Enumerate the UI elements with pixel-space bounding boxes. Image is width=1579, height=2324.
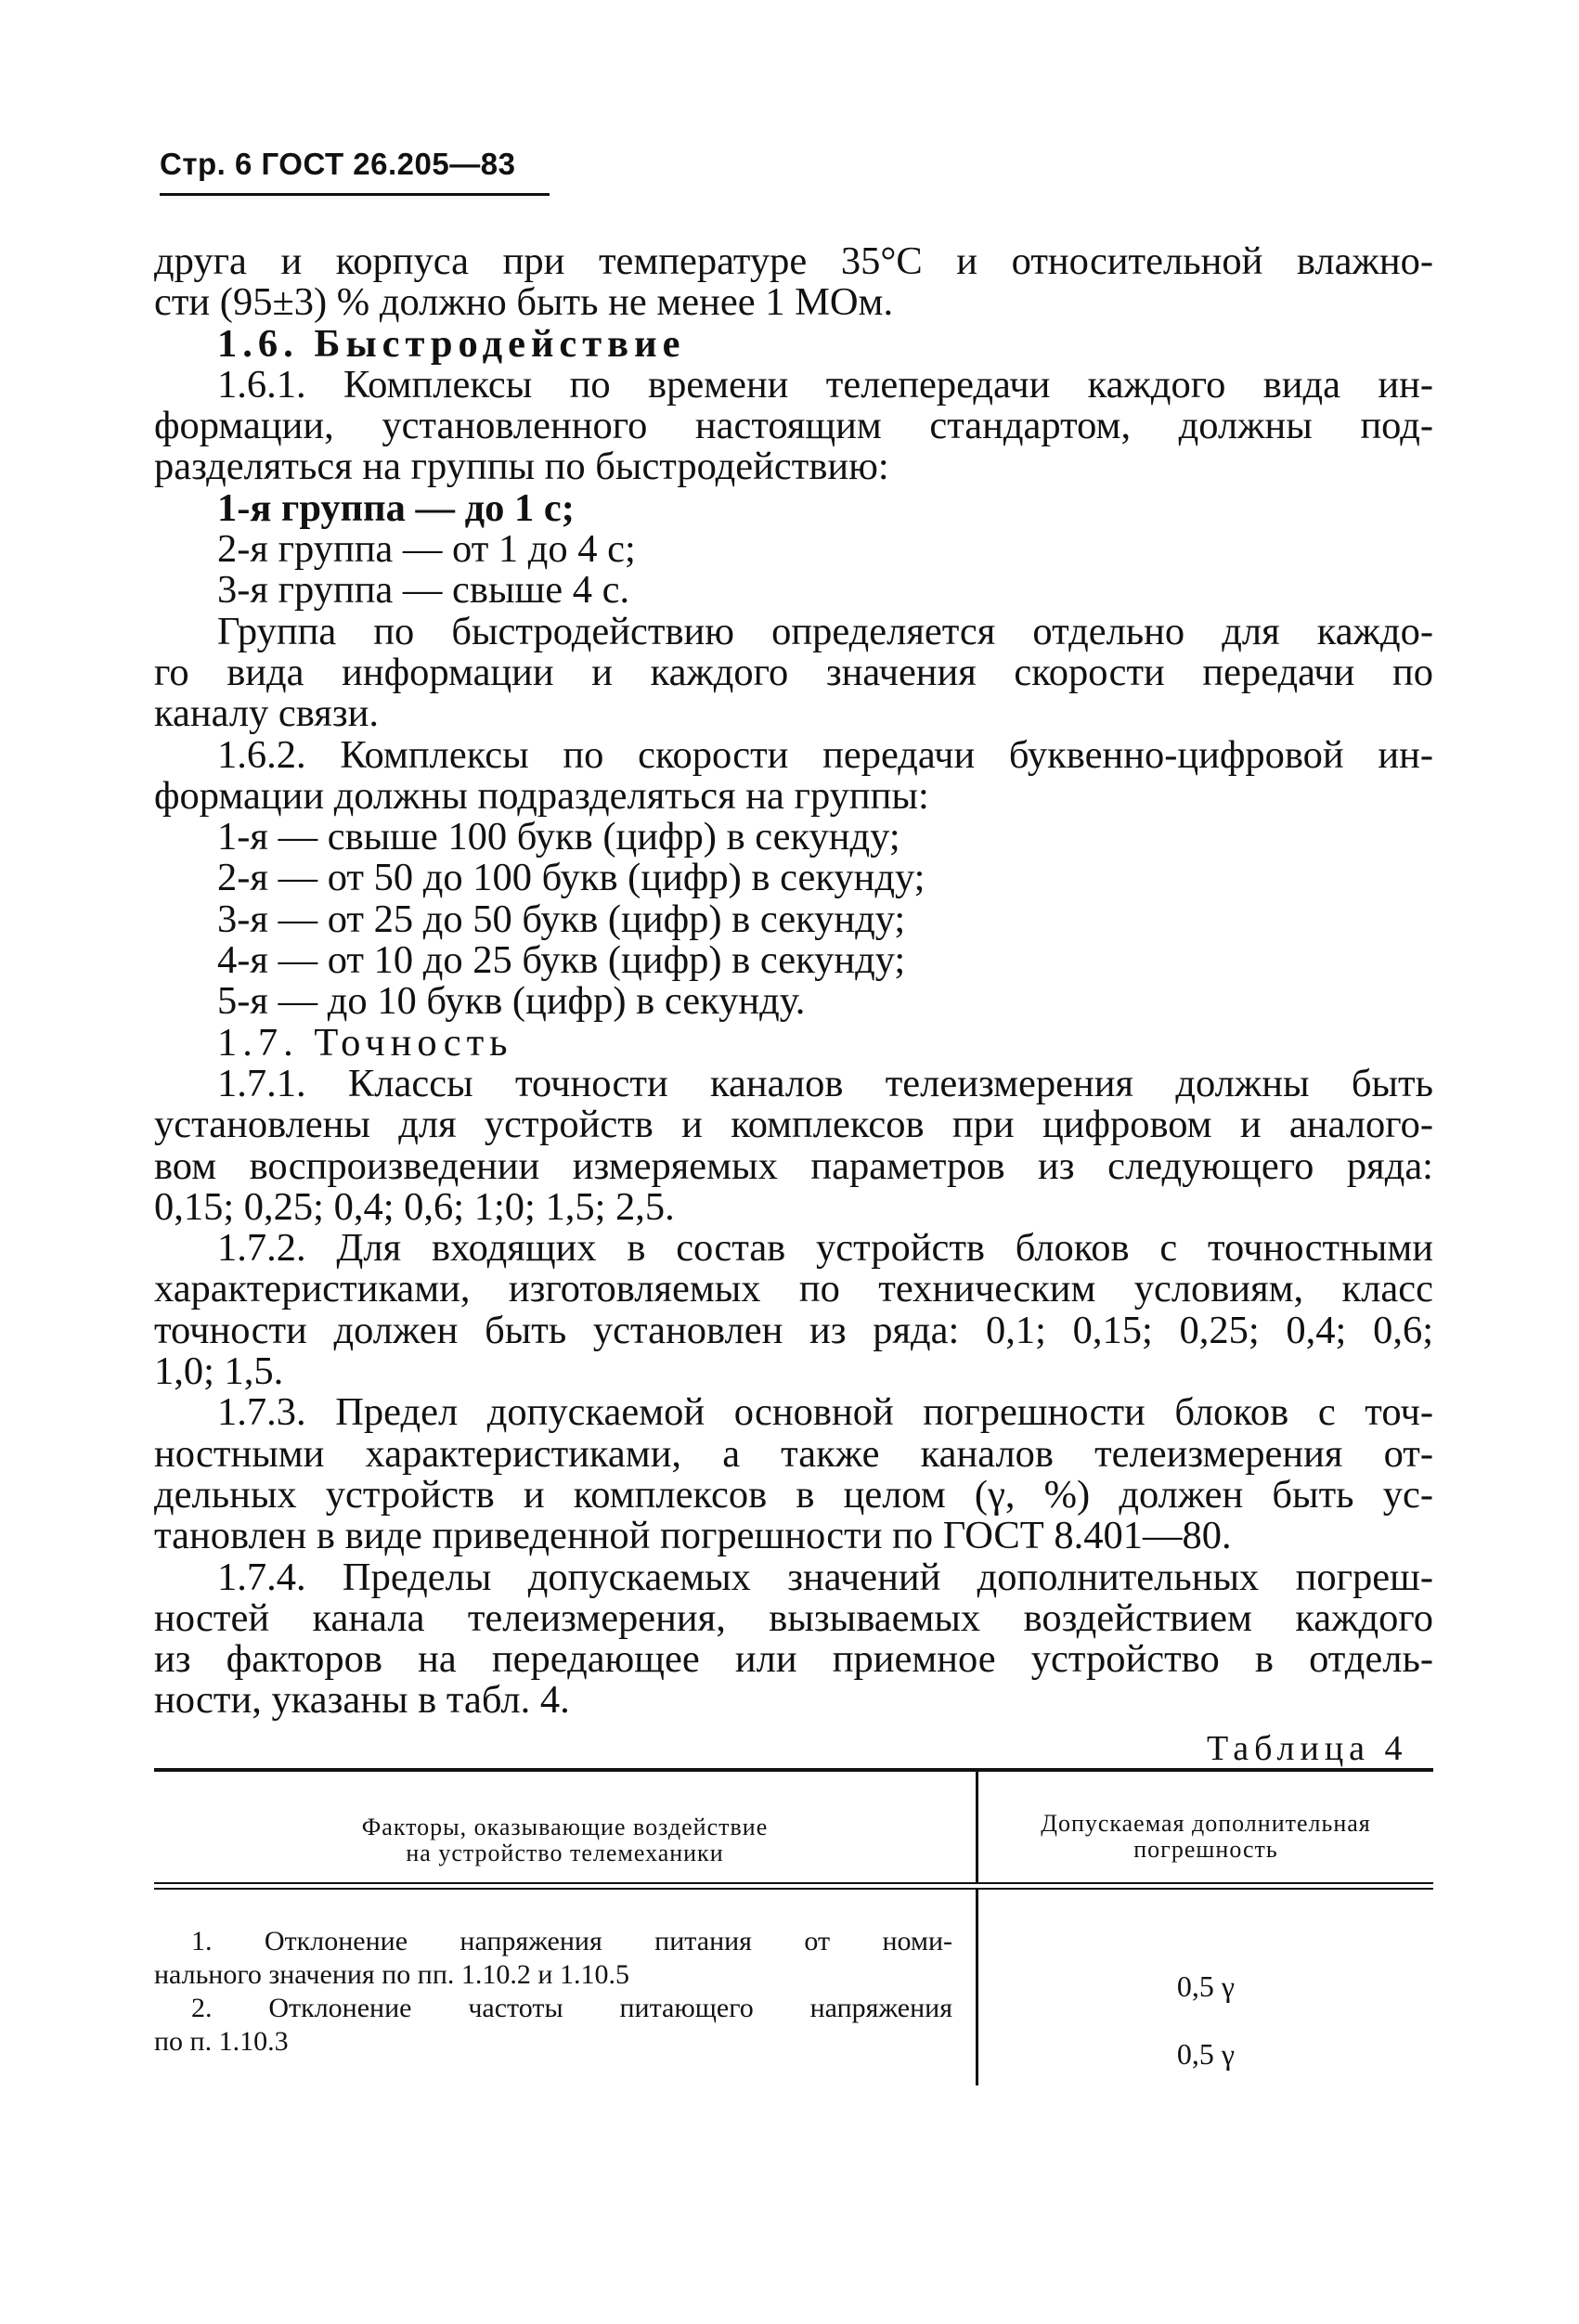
text-line: тановлен в виде приведенной погрешности по ГОСТ 8.401—80. (154, 1514, 1232, 1558)
speed-list-item: 3-я — от 25 до 50 букв (цифр) в секунду; (217, 897, 906, 941)
table-cell-value: 0,5 γ (1176, 2037, 1236, 2071)
table-4 (154, 1768, 1433, 2085)
text-line: формации должны подразделяться на группы: (154, 773, 929, 818)
speed-list-item: 2-я — от 50 до 100 букв (цифр) в секунду; (217, 856, 925, 900)
text-line: формации, установленного настоящим стандартом, должны под- (154, 404, 1433, 448)
table-header-error: Допускаемая дополнительная погрешность (1041, 1810, 1371, 1863)
text-line: 1.6.2. Комплексы по скорости передачи буквенно-цифровой ин- (217, 732, 1433, 777)
text-line: 1.7.1. Классы точности каналов телеизмерения должны быть (217, 1061, 1433, 1105)
text-line: каналу связи. (154, 691, 380, 736)
table-header-rule (154, 1882, 1433, 1884)
text-line: ностей канала телеизмерения, вызываемых воздействием каждого (154, 1595, 1433, 1640)
text-line: 1.6.1. Комплексы по времени телепередачи каждого вида ин- (217, 362, 1433, 407)
table-cell-value: 0,5 γ (1176, 1969, 1236, 2003)
text-line: характеристиками, изготовляемых по техническим условиям, класс (154, 1267, 1433, 1311)
text-line: Группа по быстродействию определяется отдельно для каждо- (217, 609, 1433, 653)
text-line: вом воспроизведении измеряемых параметров из следующего ряда: (154, 1143, 1433, 1188)
text-line: из факторов на передающее или приемное устройство в отдель- (154, 1637, 1433, 1682)
table-row: нального значения по пп. 1.10.2 и 1.10.5 (154, 1959, 629, 1990)
text-line: ности, указаны в табл. 4. (154, 1678, 570, 1723)
text-line: дельных устройств и комплексов в целом (γ, %) должен быть ус- (154, 1472, 1433, 1517)
text-line: 1.7.3. Предел допускаемой основной погрешности блоков с точ- (217, 1390, 1433, 1435)
text-line: друга и корпуса при температуре 35°С и относительной влажно- (154, 239, 1433, 283)
text-line: 1,0; 1,5. (154, 1349, 284, 1394)
table-rows-factors (154, 1925, 952, 2059)
speed-list-item: 4-я — от 10 до 25 букв (цифр) в секунду; (217, 938, 906, 983)
group-list-item: 3-я группа — свыше 4 с. (217, 568, 630, 613)
text-line: разделяться на группы по быстродействию: (154, 445, 889, 489)
text-line: 0,15; 0,25; 0,4; 0,6; 1;0; 1,5; 2,5. (154, 1184, 675, 1229)
text-line: 1.7.4. Пределы допускаемых значений дополнительных погреш- (217, 1555, 1433, 1599)
speed-list-item: 5-я — до 10 букв (цифр) в секунду. (217, 979, 806, 1024)
text-line: го вида информации и каждого значения скорости передачи по (154, 650, 1433, 694)
text-line: 1.7.2. Для входящих в состав устройств блоков с точностными (217, 1226, 1433, 1271)
table-row: по п. 1.10.3 (154, 2026, 289, 2057)
table-row: 1. Отклонение напряжения питания от номи- (191, 1926, 952, 1956)
table-header-factors: Факторы, оказывающие воздействие на устройство телемеханики (361, 1814, 769, 1866)
document-body (154, 241, 1433, 1722)
table-header-rule-double (154, 1888, 1433, 1890)
header-rule (160, 193, 550, 196)
table-row: 2. Отклонение частоты питающего напряжения (191, 1993, 952, 2023)
text-line: точности должен быть установлен из ряда: 0,1; 0,15; 0,25; 0,4; 0,6; (154, 1308, 1433, 1352)
text-line: ностными характеристиками, а также каналов телеизмерения от- (154, 1431, 1433, 1476)
speed-list-item: 1-я — свыше 100 букв (цифр) в секунду; (217, 815, 900, 859)
group-list-item: 2-я группа — от 1 до 4 с; (217, 527, 636, 572)
table-top-rule (154, 1768, 1433, 1772)
table-caption: Таблица 4 (1207, 1729, 1408, 1768)
page-header: Стр. 6 ГОСТ 26.205—83 (160, 147, 516, 181)
text-line: сти (95±3) % должно быть не менее 1 МОм. (154, 280, 894, 325)
text-line: установлены для устройств и комплексов при цифровом и аналого- (154, 1103, 1433, 1147)
section-heading-1-7: 1.7. Точность (217, 1020, 513, 1065)
group-list-item: 1-я группа — до 1 с; (217, 485, 575, 530)
section-heading-1-6: 1.6. Быстродействие (217, 321, 686, 366)
